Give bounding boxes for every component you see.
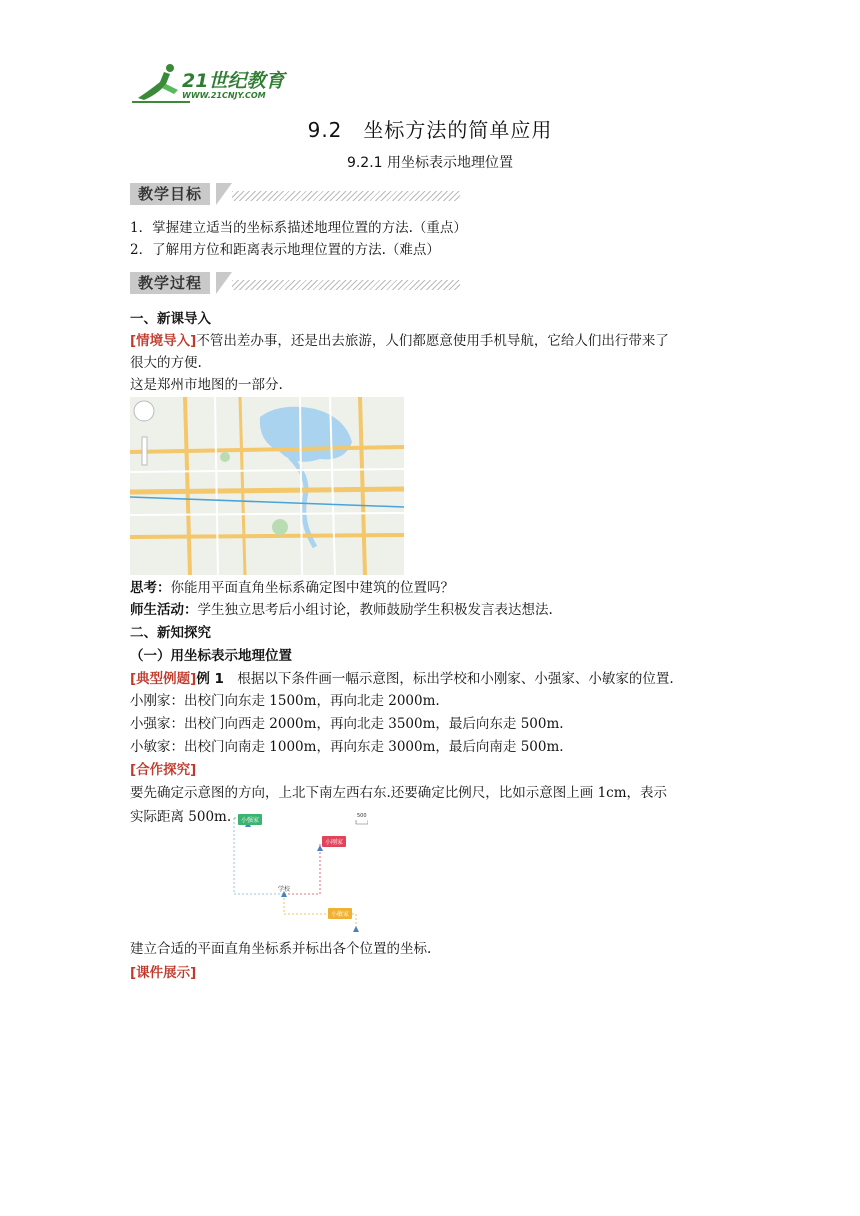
activity-paragraph (130, 599, 553, 621)
heading-part2: 二、新知探究 (130, 625, 211, 641)
section-banner-goals (130, 183, 460, 207)
section-banner-process (130, 272, 460, 296)
logo-url: WWW.21CNJY.COM (182, 91, 266, 100)
coop-tag-text: [合作探究] (130, 762, 197, 778)
intro-paragraph (130, 330, 669, 352)
activity-label: 师生活动： (130, 602, 198, 618)
section-label: 教学过程 (130, 272, 210, 294)
goal-item: 1．掌握建立适当的坐标系描述地理位置的方法.（重点） (130, 220, 467, 236)
section-label: 教学目标 (130, 183, 210, 205)
city-map-image (130, 397, 404, 575)
page-title: 9.2 坐标方法的简单应用 (307, 118, 553, 142)
page-subtitle: 9.2.1 用坐标表示地理位置 (346, 155, 514, 171)
label-xq: 小强家 (238, 814, 262, 825)
condition-xm: 小敏家：出校门向南走 1000m，再向东走 3000m，最后向南走 500m. (130, 739, 564, 755)
label-xm: 小敏家 (328, 908, 352, 919)
activity-text: 学生独立思考后小组讨论，教师鼓励学生积极发言表达想法. (197, 602, 553, 618)
intro-text-2: 很大的方便. (130, 355, 202, 371)
label-school: 学校 (278, 886, 291, 893)
tag-show (130, 962, 196, 984)
heading-part1: 一、新课导入 (130, 311, 211, 327)
intro-text: 不管出差办事，还是出去旅游，人们都愿意使用手机导航，它给人们出行带来了 (196, 333, 669, 349)
example-text: 根据以下条件画一幅示意图，标出学校和小刚家、小强家、小敏家的位置. (223, 671, 674, 687)
example-paragraph (130, 668, 674, 690)
think-paragraph (130, 577, 454, 599)
condition-xq: 小强家：出校门向西走 2000m，再向北走 3500m，最后向东走 500m. (130, 716, 564, 732)
conclude-text: 建立合适的平面直角坐标系并标出各个位置的坐标. (130, 941, 432, 957)
coop-text-1: 要先确定示意图的方向，上北下南左西右东.还要确定比例尺，比如示意图上画 1cm，表示 (130, 785, 668, 801)
coop-text-2: 实际距离 500m. (130, 809, 232, 825)
subheading-part2: （一）用坐标表示地理位置 (130, 648, 292, 664)
tag-coop (130, 759, 196, 781)
tag-scenario: [情境导入] (130, 333, 197, 349)
example-label: 例 1 (196, 671, 224, 687)
tag-example: [典型例题] (130, 671, 197, 687)
think-label: 思考： (130, 580, 171, 596)
think-text: 你能用平面直角坐标系确定图中建筑的位置吗？ (170, 580, 454, 596)
scale-label: 500 (357, 813, 367, 819)
site-logo (130, 60, 300, 106)
location-diagram (228, 810, 368, 934)
intro-text-3: 这是郑州市地图的一部分. (130, 377, 283, 393)
label-xg: 小刚家 (322, 836, 346, 847)
logo-brand: 21世纪教育 (182, 70, 285, 92)
show-tag-text: [课件展示] (130, 965, 197, 981)
condition-xg: 小刚家：出校门向东走 1500m，再向北走 2000m. (130, 693, 440, 709)
goal-item: 2．了解用方位和距离表示地理位置的方法.（难点） (130, 242, 440, 258)
